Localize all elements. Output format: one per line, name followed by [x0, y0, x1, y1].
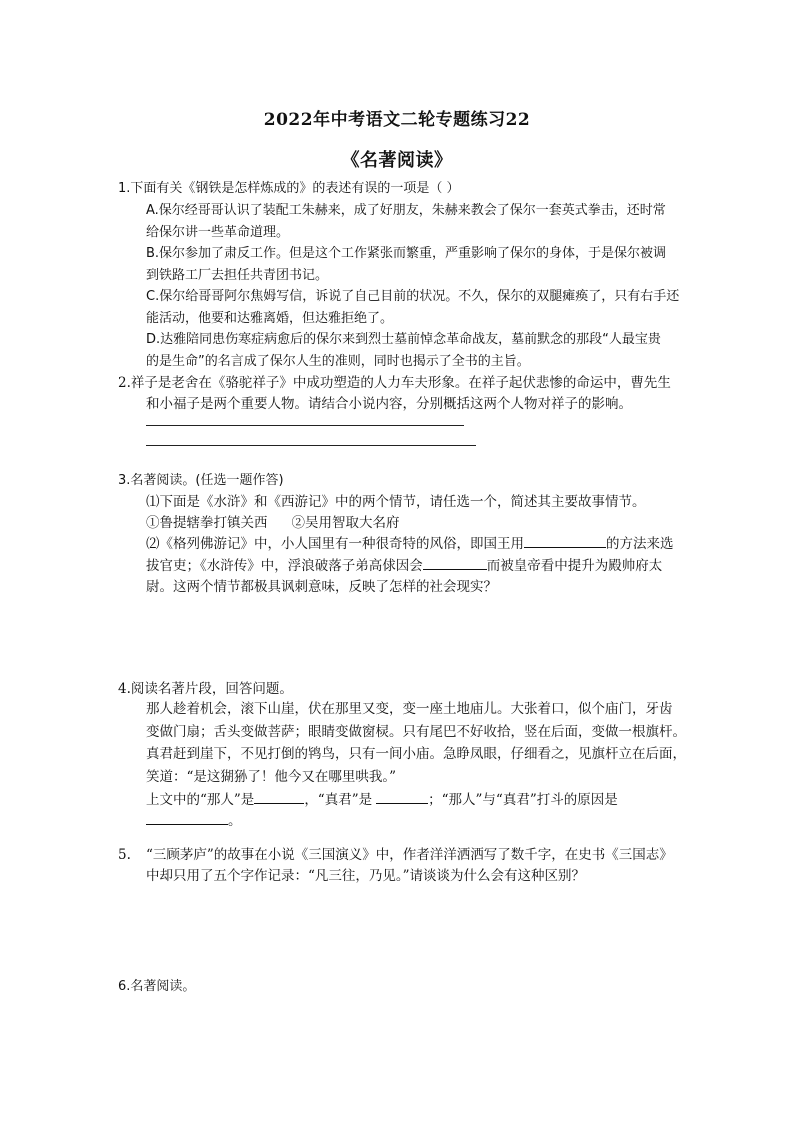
- q1-option-a-line1: A.保尔经哥哥认识了装配工朱赫来，成了好朋友，朱赫来教会了保尔一套英式拳击，还时常: [146, 203, 666, 218]
- q1-option-d-line1: D.达雅陪同患伤寒症病愈后的保尔来到烈士墓前悼念革命战友，墓前默念的那段“人最宝贵: [146, 332, 661, 347]
- q2-line1: 2.祥子是老舍在《骆驼祥子》中成功塑造的人力车夫形象。在祥子起伏悲惨的命运中，曹先生: [118, 375, 671, 391]
- q4-passage-line4: 笑道：“是这猢狲了！他今又在哪里哄我。”: [146, 769, 397, 785]
- q1-option-b-line2: 到铁路工厂去担任共青团书记。: [146, 268, 329, 283]
- q5-line2: 中却只用了五个字作记录：“凡三往，乃见。”请谈谈为什么会有这种区别？: [146, 868, 586, 884]
- q5-number: 5.: [118, 847, 131, 863]
- q3-blank-1[interactable]: [524, 534, 606, 548]
- q4-passage-line1: 那人趁着机会，滚下山崖，伏在那里又变，变一座土地庙儿。大张着口，似个庙门，牙齿: [146, 701, 673, 717]
- q3-stem: 3.名著阅读。(任选一题作答): [118, 473, 284, 488]
- q4-blank-3[interactable]: [146, 811, 228, 825]
- q4-passage-line2: 变做门扇；舌头变做菩萨；眼睛变做窗棂。只有尾巴不好收拾，竖在后面，变做一根旗杆。: [146, 724, 686, 740]
- q1-option-c-line2: 能活动，他要和达雅离婚，但达雅拒绝了。: [146, 311, 394, 326]
- q3-part2-line1: ⑵《格列佛游记》中，小人国里有一种很奇特的风俗，即国王用 的方法来选: [146, 536, 674, 552]
- q4-blank-1[interactable]: [254, 790, 304, 804]
- q4-stem: 4.阅读名著片段，回答问题。: [118, 681, 293, 697]
- q4-question-line2: 。: [146, 811, 242, 830]
- q1-stem: 1.下面有关《钢铁是怎样炼成的》的表述有误的一项是（ ）: [118, 181, 460, 196]
- q3-part1: ⑴下面是《水浒》和《西游记》中的两个情节，请任选一个，简述其主要故事情节。: [146, 494, 646, 510]
- q1-option-d-line2: 的是生命”的名言成了保尔人生的准则，同时也揭示了全书的主旨。: [146, 354, 530, 369]
- q4-question-line1: 上文中的“那人”是 ，“真君”是 ；“那人”与“真君”打斗的原因是: [146, 792, 618, 808]
- q1-option-b-line1: B.保尔参加了肃反工作。但是这个工作紧张而繁重，严重影响了保尔的身体，于是保尔被调: [146, 246, 667, 261]
- q4-passage-line3: 真君赶到崖下，不见打倒的鸨鸟，只有一间小庙。急睁凤眼，仔细看之，见旗杆立在后面，: [146, 746, 686, 762]
- q6-stem: 6.名著阅读。: [118, 979, 196, 994]
- q2-answer-line-2: [146, 445, 476, 446]
- q3-part2-line3: 尉。这两个情节都极具讽刺意味，反映了怎样的社会现实？: [146, 579, 497, 595]
- q4-blank-2[interactable]: [376, 790, 428, 804]
- q1-option-a-line2: 给保尔讲一些革命道理。: [146, 225, 290, 240]
- q3-part2-line2: 拔官吏；《水浒传》中，浮浪破落子弟高俅因会 而被皇帝看中提升为殿帅府太: [146, 558, 663, 574]
- page-title: 2022年中考语文二轮专题练习22: [263, 110, 531, 130]
- q2-answer-line-1: [146, 425, 464, 426]
- q3-options: [146, 514, 400, 532]
- q2-line2: 和小福子是两个重要人物。请结合小说内容，分别概括这两个人物对祥子的影响。: [146, 396, 632, 412]
- q1-option-c-line1: C.保尔给哥哥阿尔焦姆写信，诉说了自己目前的状况。不久，保尔的双腿瘫痪了，只有右手还: [146, 289, 680, 304]
- q3-option-1: ①鲁提辖拳打镇关西: [146, 515, 268, 531]
- q3-blank-2[interactable]: [423, 556, 487, 570]
- q3-option-2: ②吴用智取大名府: [291, 515, 400, 531]
- q5-line1: “三顾茅庐”的故事在小说《三国演义》中，作者洋洋洒洒写了数千字，在史书《三国志》: [146, 847, 673, 863]
- page-subtitle: 《名著阅读》: [341, 150, 453, 171]
